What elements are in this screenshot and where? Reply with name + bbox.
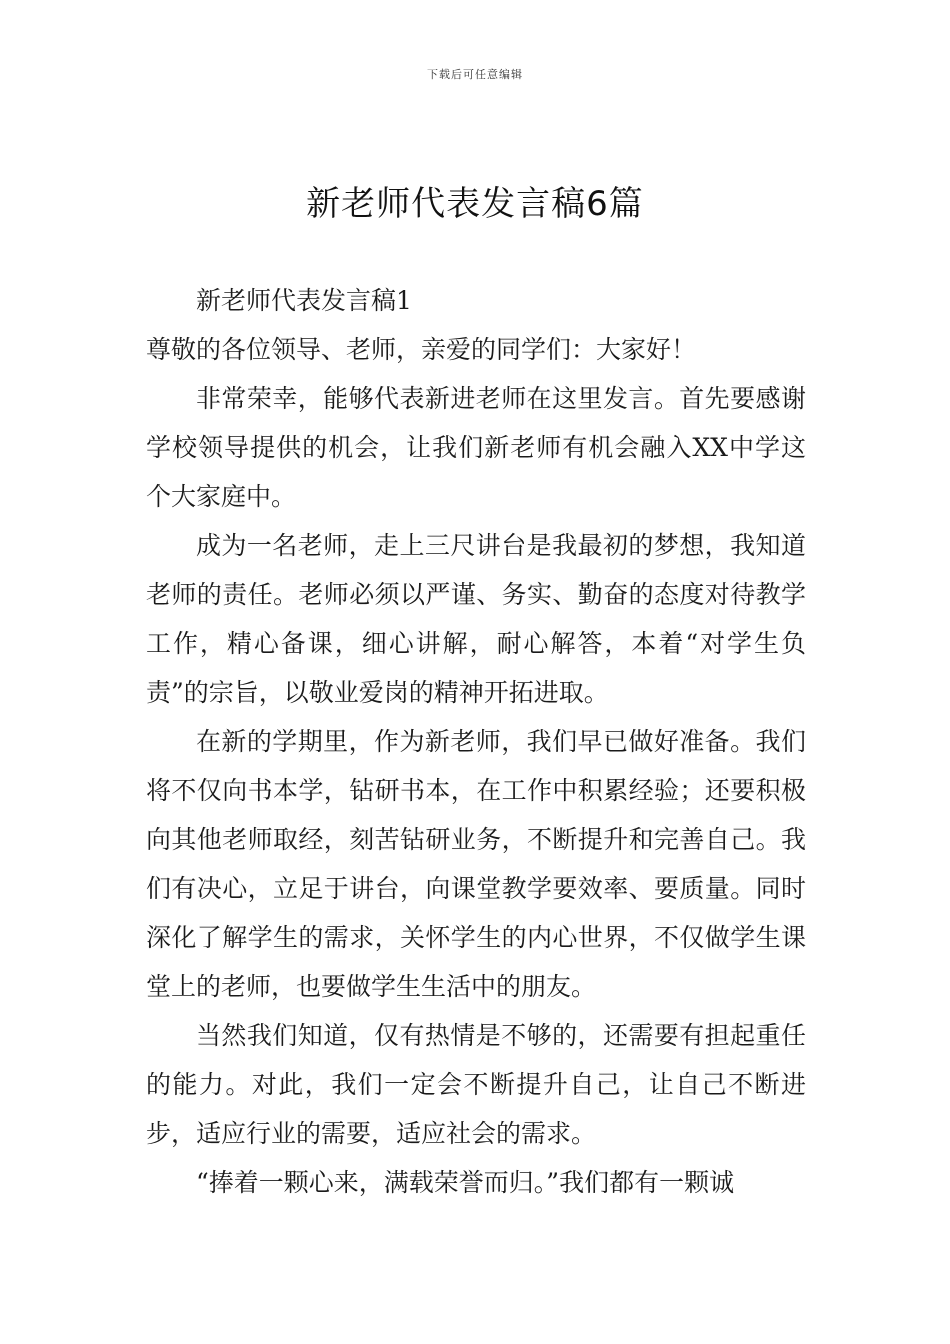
salutation: 尊敬的各位领导、老师，亲爱的同学们：大家好！ [146, 335, 697, 364]
document-title: 新老师代表发言稿6篇 [306, 184, 644, 224]
section-heading: 新老师代表发言稿1 [196, 286, 412, 315]
paragraph: “捧着一颗心来，满载荣誉而归。”我们都有一颗诚 [196, 1168, 735, 1197]
document-body [146, 276, 806, 1207]
paragraph: 成为一名老师，走上三尺讲台是我最初的梦想，我知道老师的责任。老师必须以严谨、务实、勤奋的态度对待教学工作，精心备课，细心讲解，耐心解答，本着“对学生负责”的宗旨，以敬业爱岗的精神开拓进取。 [146, 531, 806, 707]
paragraph: 非常荣幸，能够代表新进老师在这里发言。首先要感谢学校领导提供的机会，让我们新老师有机会融入XX中学这个大家庭中。 [146, 384, 806, 511]
paragraph: 在新的学期里，作为新老师，我们早已做好准备。我们将不仅向书本学，钻研书本，在工作中积累经验；还要积极向其他老师取经，刻苦钻研业务，不断提升和完善自己。我们有决心，立足于讲台，向课堂教学要效率、要质量。同时深化了解学生的需求，关怀学生的内心世界，不仅做学生课堂上的老师，也要做学生生活中的朋友。 [146, 727, 806, 1001]
header-note: 下载后可任意编辑 [427, 68, 523, 81]
paragraph: 当然我们知道，仅有热情是不够的，还需要有担起重任的能力。对此，我们一定会不断提升自己，让自己不断进步，适应行业的需要，适应社会的需求。 [146, 1021, 806, 1148]
